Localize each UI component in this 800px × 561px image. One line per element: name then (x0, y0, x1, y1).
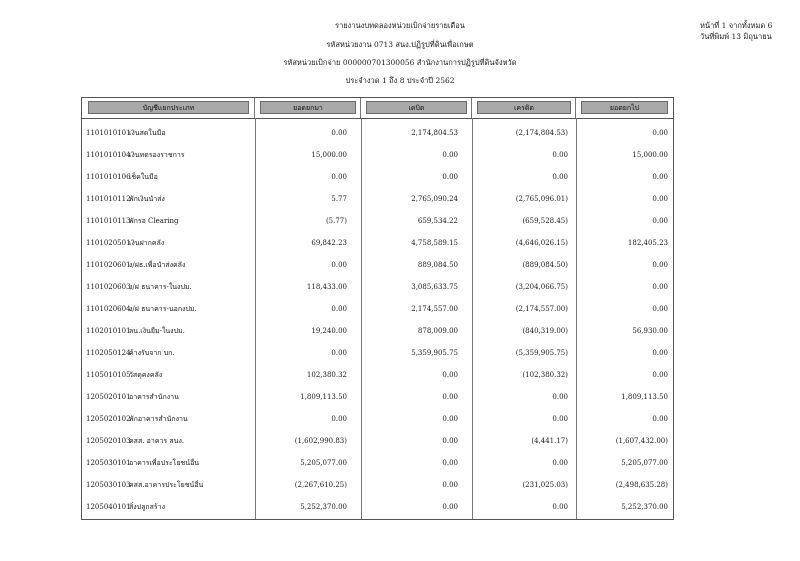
credit-value: (2,765,096.01) (515, 195, 568, 203)
account-code: 1101010106 (86, 173, 131, 181)
brought-forward-value: 0.00 (331, 129, 347, 137)
account-name: พักเงินนำส่ง (129, 195, 165, 203)
debit-value: 0.00 (442, 503, 458, 511)
account-name: คสส. อาคาร สนง. (129, 437, 185, 445)
col-header-carried-forward (576, 98, 673, 118)
col-header-account-label: บัญชีแยกประเภท (88, 101, 249, 114)
debit-value: 0.00 (442, 481, 458, 489)
credit-value: (3,204,066.75) (515, 283, 568, 291)
account-name: อาคารสำนักงาน (129, 393, 179, 401)
account-code: 1101010101 (86, 129, 131, 137)
account-code: 1101010113 (86, 217, 131, 225)
table-row (82, 188, 675, 210)
account-code: 1101020603 (86, 283, 131, 291)
debit-value: 0.00 (442, 371, 458, 379)
credit-value: (4,646,026.15) (515, 239, 568, 247)
account-code: 1101020604 (86, 305, 131, 313)
debit-value: 2,765,090.24 (411, 195, 458, 203)
account-name: เงินสดในมือ (129, 129, 166, 137)
table-row (82, 254, 675, 276)
report-title: รายงานงบทดลองหน่วยเบิกจ่ายรายเดือน (335, 21, 465, 30)
credit-value: (231,025.03) (522, 481, 568, 489)
debit-value: 0.00 (442, 173, 458, 181)
brought-forward-value: 0.00 (331, 261, 347, 269)
account-code: 1105010105 (86, 371, 131, 379)
carried-forward-value: (2,498,635.28) (615, 481, 668, 489)
col-header-carried-forward-label: ยอดยกไป (581, 101, 668, 114)
account-name: เงินทดรองราชการ (129, 151, 185, 159)
account-name: เช็คในมือ (129, 173, 158, 181)
col-header-credit (472, 98, 576, 118)
table-row (82, 166, 675, 188)
credit-value: 0.00 (552, 415, 568, 423)
carried-forward-value: 0.00 (652, 173, 668, 181)
debit-value: 889,084.50 (417, 261, 458, 269)
brought-forward-value: 0.00 (331, 173, 347, 181)
period-line: ประจำงวด 1 ถึง 8 ประจำปี 2562 (345, 76, 455, 85)
debit-value: 4,758,589.15 (411, 239, 458, 247)
credit-value: (5,359,905.75) (515, 349, 568, 357)
account-name: ค้างรับจาก บก. (129, 349, 175, 357)
credit-value: (2,174,557.00) (515, 305, 568, 313)
account-name: ง/ฝธ.เพื่อนำส่งคลัง (129, 261, 186, 269)
brought-forward-value: 5,252,370.00 (300, 503, 347, 511)
account-name: สิ่งปลูกสร้าง (129, 503, 166, 511)
table-row (82, 298, 675, 320)
brought-forward-value: 0.00 (331, 415, 347, 423)
account-name: เงินฝากคลัง (129, 239, 165, 247)
brought-forward-value: 0.00 (331, 349, 347, 357)
account-code: 1205020101 (86, 393, 131, 401)
credit-value: 0.00 (552, 393, 568, 401)
debit-value: 5,359,905.75 (411, 349, 458, 357)
brought-forward-value: 102,380.32 (306, 371, 347, 379)
agency-code-line: รหัสหน่วยงาน 0713 สนง.ปฏิรูปที่ดินเพื่อเกษต (326, 40, 474, 49)
carried-forward-value: 5,252,370.00 (621, 503, 668, 511)
account-name: พักรอ Clearing (129, 217, 179, 225)
carried-forward-value: 56,930.00 (632, 327, 668, 335)
print-date: วันที่พิมพ์ 13 มิถุนายน (700, 32, 772, 41)
table-row (82, 408, 675, 430)
col-header-account (82, 98, 255, 118)
credit-value: 0.00 (552, 151, 568, 159)
carried-forward-value: 15,000.00 (632, 151, 668, 159)
carried-forward-value: 0.00 (652, 261, 668, 269)
debit-value: 0.00 (442, 437, 458, 445)
brought-forward-value: 19,240.00 (311, 327, 347, 335)
carried-forward-value: 0.00 (652, 283, 668, 291)
account-name: ลน.เงินยืม-ในงปม. (129, 327, 185, 335)
credit-value: 0.00 (552, 173, 568, 181)
carried-forward-value: 0.00 (652, 349, 668, 357)
debit-value: 878,009.00 (417, 327, 458, 335)
credit-value: (2,174,804.53) (515, 129, 568, 137)
brought-forward-value: 69,842.23 (311, 239, 347, 247)
col-header-debit-label: เดบิต (366, 101, 467, 114)
brought-forward-value: 118,433.00 (306, 283, 347, 291)
carried-forward-value: 0.00 (652, 371, 668, 379)
credit-value: (4,441.17) (531, 437, 568, 445)
account-code: 1102050124 (86, 349, 131, 357)
debit-value: 0.00 (442, 393, 458, 401)
account-code: 1205020103 (86, 437, 131, 445)
account-code: 1101020501 (86, 239, 131, 247)
credit-value: 0.00 (552, 459, 568, 467)
table-row (82, 210, 675, 232)
table-row (82, 496, 675, 518)
debit-value: 2,174,804.53 (411, 129, 458, 137)
table-row (82, 364, 675, 386)
col-header-credit-label: เครดิต (477, 101, 571, 114)
brought-forward-value: 5,205,077.00 (300, 459, 347, 467)
carried-forward-value: 0.00 (652, 415, 668, 423)
carried-forward-value: 0.00 (652, 305, 668, 313)
col-header-brought-forward (255, 98, 361, 118)
table-row (82, 452, 675, 474)
carried-forward-value: 182,405.23 (627, 239, 668, 247)
credit-value: (889,084.50) (522, 261, 568, 269)
carried-forward-value: 0.00 (652, 217, 668, 225)
account-code: 1205030103 (86, 481, 131, 489)
carried-forward-value: 0.00 (652, 195, 668, 203)
account-code: 1205020102 (86, 415, 131, 423)
account-code: 1205040101 (86, 503, 131, 511)
account-name: อาคารเพื่อประโยชน์อื่น (129, 459, 200, 467)
account-name: คสส.อาคารประโยชน์อื่น (129, 481, 204, 489)
debit-value: 0.00 (442, 151, 458, 159)
table-row (82, 342, 675, 364)
table-row (82, 474, 675, 496)
trial-balance-table (81, 97, 674, 520)
credit-value: (659,528.45) (522, 217, 568, 225)
table-row (82, 232, 675, 254)
header-separator (82, 118, 673, 119)
brought-forward-value: 15,000.00 (311, 151, 347, 159)
table-row (82, 122, 675, 144)
table-row (82, 386, 675, 408)
brought-forward-value: 5.77 (331, 195, 347, 203)
debit-value: 3,085,633.75 (411, 283, 458, 291)
brought-forward-value: 0.00 (331, 305, 347, 313)
account-code: 1101020601 (86, 261, 131, 269)
account-name: วัสดุคงคลัง (129, 371, 163, 379)
col-header-brought-forward-label: ยอดยกมา (260, 101, 356, 114)
page-number: หน้าที่ 1 จากทั้งหมด 6 (700, 21, 773, 30)
account-code: 1205030101 (86, 459, 131, 467)
carried-forward-value: 5,205,077.00 (621, 459, 668, 467)
credit-value: 0.00 (552, 503, 568, 511)
credit-value: (840,319.00) (522, 327, 568, 335)
debit-value: 0.00 (442, 415, 458, 423)
table-row (82, 430, 675, 452)
debit-value: 659,534.22 (417, 217, 458, 225)
debit-value: 2,174,557.00 (411, 305, 458, 313)
account-name: ง/ฝ ธนาคาร-นอกงปม. (129, 305, 197, 313)
carried-forward-value: 0.00 (652, 129, 668, 137)
account-code: 1101010112 (86, 195, 131, 203)
table-row (82, 144, 675, 166)
carried-forward-value: 1,809,113.50 (621, 393, 668, 401)
table-row (82, 276, 675, 298)
account-name: ง/ฝ ธนาคาร-ในงปม. (129, 283, 192, 291)
debit-value: 0.00 (442, 459, 458, 467)
brought-forward-value: (2,267,610.25) (294, 481, 347, 489)
account-code: 1102010101 (86, 327, 131, 335)
carried-forward-value: (1,607,432.00) (615, 437, 668, 445)
disbursement-unit-line: รหัสหน่วยเบิกจ่าย 000000701300056 สำนักงานการปฏิรูปที่ดินจังหวัด (283, 58, 517, 67)
credit-value: (102,380.32) (522, 371, 568, 379)
account-name: พักอาคารสำนักงาน (129, 415, 188, 423)
col-header-debit (361, 98, 472, 118)
brought-forward-value: 1,809,113.50 (300, 393, 347, 401)
table-row (82, 320, 675, 342)
brought-forward-value: (5.77) (325, 217, 347, 225)
account-code: 1101010104 (86, 151, 131, 159)
brought-forward-value: (1,602,990.83) (294, 437, 347, 445)
